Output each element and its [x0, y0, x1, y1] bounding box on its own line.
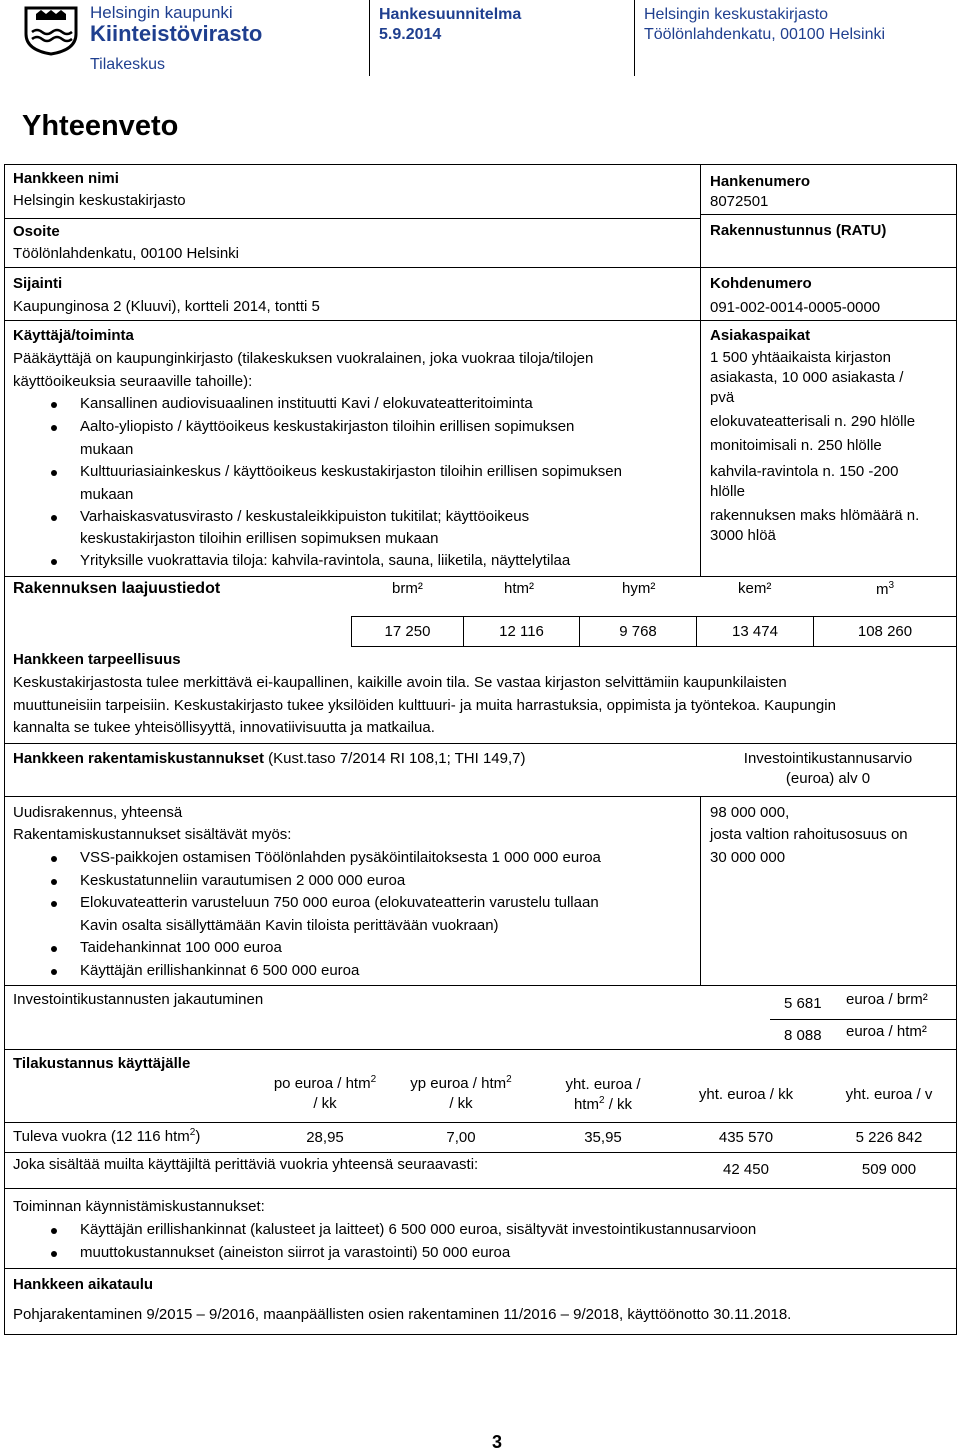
- cost-list-item-cont: Kavin osalta sisällyttämään Kavin tiloista perittävään vuokraan): [80, 917, 499, 934]
- rent-col-po-header-text: po euroa / htm: [273, 1075, 371, 1092]
- location-label: Sijainti: [13, 275, 63, 292]
- extent-unit-brm: brm²: [392, 580, 423, 597]
- future-rent-total: 35,95: [584, 1129, 622, 1146]
- table-row-divider: [4, 796, 957, 797]
- future-rent-po: 28,95: [306, 1129, 344, 1146]
- rent-col-po-header: [262, 1074, 388, 1092]
- user-list-item-cont: mukaan: [80, 441, 134, 458]
- startup-list-item: muuttokustannukset (aineiston siirrot ja varastointi) 50 000 euroa: [80, 1244, 511, 1261]
- bullet-icon: [51, 946, 57, 952]
- user-list-item: Aalto-yliopisto / käyttöoikeus keskustakirjaston tiloihin erillisen sopimuksen: [80, 418, 575, 435]
- rent-col-yp-header: [398, 1074, 524, 1092]
- bullet-icon: [51, 969, 57, 975]
- other-users-rent-label: Joka sisältää muilta käyttäjiltä perittäviä vuokria yhteensä seuraavasti:: [13, 1156, 479, 1173]
- header-project-address: Töölönlahdenkatu, 00100 Helsinki: [644, 26, 886, 43]
- cost-list-item: Käyttäjän erillishankinnat 6 500 000 euroa: [80, 962, 360, 979]
- header-divider: [634, 0, 635, 76]
- future-rent-label-a: Tuleva vuokra (12 116 htm: [13, 1128, 190, 1145]
- future-rent-label: [13, 1127, 200, 1145]
- table-row-divider: [4, 1188, 957, 1189]
- startup-list-item: Käyttäjän erillishankinnat (kalusteet ja laitteet) 6 500 000 euroa, sisältyvät investointikustannusarvioon: [80, 1221, 757, 1238]
- user-description-line: käyttöoikeuksia seuraaville tahoille):: [13, 373, 253, 390]
- amount-line: 30 000 000: [710, 849, 786, 866]
- distribution-unit-brm: euroa / brm²: [846, 991, 928, 1008]
- rent-col-total-htm: htm: [573, 1096, 599, 1113]
- target-number-value: 091-002-0014-0005-0000: [710, 299, 881, 316]
- user-list-item: Kulttuuriasiainkeskus / käyttöoikeus keskustakirjaston tiloihin erillisen sopimuksen: [80, 463, 622, 480]
- superscript: 2: [370, 1074, 377, 1085]
- bullet-icon: [51, 402, 57, 408]
- table-column-divider: [700, 164, 701, 577]
- schedule-label: Hankkeen aikataulu: [13, 1276, 154, 1293]
- seats-line: 3000 hlöä: [710, 527, 776, 544]
- table-row-divider: [4, 320, 957, 321]
- extent-cell-top: [351, 616, 957, 617]
- project-name-label: Hankkeen nimi: [13, 170, 119, 187]
- cost-list-item: Elokuvateatterin varusteluun 750 000 euroa (elokuvateatterin varustelu tullaan: [80, 894, 599, 911]
- other-users-rent-month: 42 450: [723, 1161, 769, 1178]
- seats-line: kahvila-ravintola n. 150 -200: [710, 463, 899, 480]
- location-value: Kaupunginosa 2 (Kluuvi), kortteli 2014, tontti 5: [13, 298, 320, 315]
- superscript: 2: [189, 1127, 196, 1138]
- page-number: 3: [492, 1432, 503, 1452]
- org-department-name: Kiinteistövirasto: [90, 21, 263, 46]
- bullet-icon: [51, 856, 57, 862]
- costs-label: [13, 750, 526, 767]
- extent-value-hym: 9 768: [619, 623, 657, 640]
- distribution-unit-htm: euroa / htm²: [846, 1023, 927, 1040]
- target-number-label: Kohdenumero: [710, 275, 812, 292]
- user-list-item: Kansallinen audiovisuaalinen instituutti Kavi / elokuvateatteritoiminta: [80, 395, 533, 412]
- rent-col-yp-header-unit: / kk: [449, 1095, 473, 1112]
- seats-line: 1 500 yhtäaikaista kirjaston: [710, 349, 891, 366]
- bullet-icon: [51, 879, 57, 885]
- project-number-label: Hankenumero: [710, 173, 811, 190]
- table-row-divider: [701, 267, 957, 268]
- header-divider: [369, 0, 370, 76]
- table-row-divider: [701, 214, 957, 215]
- extent-cell-bottom: [351, 646, 957, 647]
- extent-value-htm: 12 116: [499, 623, 544, 640]
- new-build-label: Uudisrakennus, yhteensä: [13, 804, 183, 821]
- bullet-icon: [51, 515, 57, 521]
- user-label: Käyttäjä/toiminta: [13, 327, 134, 344]
- rent-col-yp-header-text: yp euroa / htm: [410, 1075, 507, 1092]
- bullet-icon: [51, 1228, 57, 1234]
- amount-line: josta valtion rahoitusosuus on: [710, 826, 908, 843]
- table-row-divider: [4, 576, 957, 577]
- estimate-header-line1: Investointikustannusarvio: [743, 750, 913, 767]
- extent-unit-m3-exp: 3: [888, 580, 895, 591]
- distribution-value-brm: 5 681: [784, 995, 822, 1012]
- org-unit-name: Tilakeskus: [90, 56, 165, 73]
- seats-line: pvä: [710, 389, 735, 406]
- table-column-divider: [700, 796, 701, 985]
- bullet-icon: [51, 470, 57, 476]
- seats-line: asiakasta, 10 000 asiakasta /: [710, 369, 904, 386]
- table-row-divider: [4, 1049, 957, 1050]
- seats-line: rakennuksen maks hlömäärä n.: [710, 507, 920, 524]
- future-rent-year: 5 226 842: [855, 1129, 923, 1146]
- costs-label-suffix: (Kust.taso 7/2014 RI 108,1; THI 149,7): [268, 750, 526, 767]
- doc-date: 5.9.2014: [379, 26, 442, 43]
- extent-unit-hym: hym²: [622, 580, 656, 597]
- table-row-divider: [4, 1268, 957, 1269]
- user-list-item: Yrityksille vuokrattavia tiloja: kahvila-ravintola, sauna, liiketila, näyttelytilaa: [80, 552, 571, 569]
- includes-label: Rakentamiskustannukset sisältävät myös:: [13, 826, 292, 843]
- costs-label-main: Hankkeen rakentamiskustannukset: [13, 750, 264, 767]
- project-name-value: Helsingin keskustakirjasto: [13, 192, 186, 209]
- need-text-line: muuttuneisiin tarpeisiin. Keskustakirjasto tukee yksilöiden kulttuuri- ja muita harrastuksia, oppimista ja työntekoa. Kaupungin: [13, 697, 836, 714]
- bullet-icon: [51, 425, 57, 431]
- other-users-rent-year: 509 000: [861, 1161, 917, 1178]
- extent-value-kem: 13 474: [732, 623, 778, 640]
- org-city-name: Helsingin kaupunki: [90, 3, 233, 22]
- table-row-divider: [4, 985, 957, 986]
- table-row-divider: [4, 218, 701, 219]
- extent-label: Rakennuksen laajuustiedot: [13, 580, 221, 597]
- city-crest-logo: [22, 4, 80, 56]
- distribution-value-htm: 8 088: [784, 1027, 822, 1044]
- user-description-line: Pääkäyttäjä on kaupunginkirjasto (tilakeskuksen vuokralainen, joka vuokraa tiloja/tilojen: [13, 350, 594, 367]
- table-row-divider: [4, 1152, 957, 1153]
- rent-label: Tilakustannus käyttäjälle: [13, 1055, 191, 1072]
- seats-label: Asiakaspaikat: [710, 327, 811, 344]
- need-text-line: Keskustakirjastosta tulee merkittävä ei-kaupallinen, kaikille avoin tila. Se vastaa kirjaston selvittämiin kaupunkilaisten: [13, 674, 787, 691]
- future-rent-label-b: ): [195, 1128, 201, 1145]
- need-text-line: kannalta se tukee yhteisöllisyyttä, innovatiivisuutta ja matkailua.: [13, 719, 435, 736]
- user-list-item-cont: mukaan: [80, 486, 134, 503]
- startup-label: Toiminnan käynnistämiskustannukset:: [13, 1198, 265, 1215]
- cost-list-item: Taidehankinnat 100 000 euroa: [80, 939, 282, 956]
- rent-col-total-kk: / kk: [604, 1096, 633, 1113]
- seats-line: monitoimisali n. 250 hlölle: [710, 437, 882, 454]
- cost-list-item: Keskustatunneliin varautumisen 2 000 000 euroa: [80, 872, 406, 889]
- rent-col-po-header-unit: / kk: [313, 1095, 337, 1112]
- future-rent-month: 435 570: [718, 1129, 774, 1146]
- user-list-item: Varhaiskasvatusvirasto / keskustaleikkipuiston tukitilat; käyttöoikeus: [80, 508, 530, 525]
- table-row-divider: [4, 1122, 957, 1123]
- bullet-icon: [51, 1251, 57, 1257]
- header-project-title: Helsingin keskustakirjasto: [644, 6, 829, 23]
- superscript: 2: [598, 1095, 605, 1106]
- extent-unit-m3-base: m: [876, 581, 889, 598]
- user-list-item-cont: keskustakirjaston tiloihin erillisen sopimuksen mukaan: [80, 530, 439, 547]
- project-number-value: 8072501: [710, 193, 769, 210]
- bullet-icon: [51, 901, 57, 907]
- estimate-header-line2: (euroa) alv 0: [785, 770, 871, 787]
- table-row-divider: [4, 267, 701, 268]
- need-label: Hankkeen tarpeellisuus: [13, 651, 181, 668]
- extent-value-m3: 108 260: [857, 623, 913, 640]
- superscript: 2: [506, 1074, 512, 1085]
- amount-line: 98 000 000,: [710, 804, 790, 821]
- page-title: Yhteenveto: [22, 110, 179, 142]
- future-rent-yp: 7,00: [446, 1129, 476, 1146]
- distribution-label: Investointikustannusten jakautuminen: [13, 991, 264, 1008]
- rent-col-total-header: yht. euroa /: [565, 1076, 641, 1093]
- seats-line: elokuvateatterisali n. 290 hlölle: [710, 413, 916, 430]
- rent-col-total-header-unit: [540, 1095, 666, 1113]
- extent-unit-htm: htm²: [504, 580, 534, 597]
- rent-col-month-header: yht. euroa / kk: [698, 1086, 794, 1103]
- seats-line: hlölle: [710, 483, 746, 500]
- address-label: Osoite: [13, 223, 60, 240]
- address-value: Töölönlahdenkatu, 00100 Helsinki: [13, 245, 239, 262]
- cost-list-item: VSS-paikkojen ostamisen Töölönlahden pysäköintilaitoksesta 1 000 000 euroa: [80, 849, 601, 866]
- building-id-label: Rakennustunnus (RATU): [710, 222, 887, 239]
- extent-unit-kem: kem²: [738, 580, 772, 597]
- distribution-divider: [770, 1019, 957, 1020]
- doc-type: Hankesuunnitelma: [379, 6, 522, 23]
- bullet-icon: [51, 559, 57, 565]
- rent-col-year-header: yht. euroa / v: [845, 1086, 933, 1103]
- extent-unit-m3: [876, 580, 894, 598]
- extent-value-brm: 17 250: [384, 623, 431, 640]
- schedule-text: Pohjarakentaminen 9/2015 – 9/2016, maanpäällisten osien rakentaminen 11/2016 – 9/2018, käyttöönotto 30.11.2018.: [13, 1306, 792, 1323]
- table-row-divider: [4, 743, 957, 744]
